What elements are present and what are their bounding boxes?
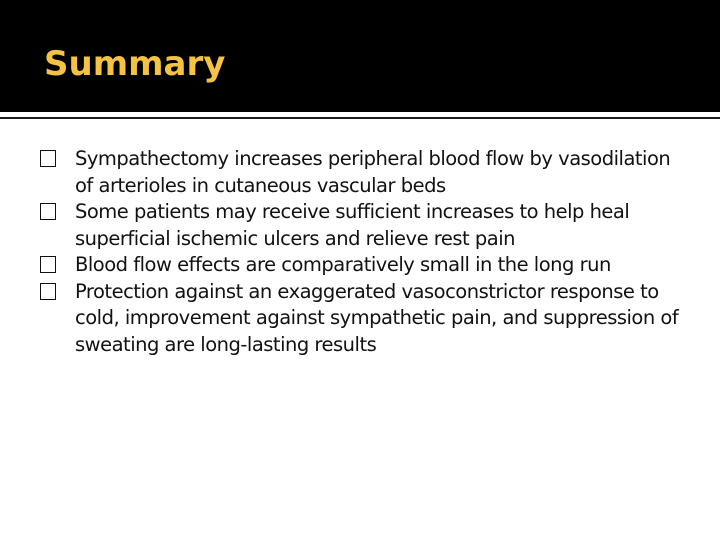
bullet-text: Some patients may receive sufficient increases to help heal superficial ischemic ulcers and relieve rest pain xyxy=(75,200,630,250)
bullet-text: Protection against an exaggerated vasoconstrictor response to cold, improvement against sympathetic pain, and suppression of sweating are long-lasting results xyxy=(75,279,679,356)
bullet-square-icon xyxy=(40,150,56,167)
bullet-square-icon xyxy=(40,283,56,300)
bullet-square-icon xyxy=(40,203,56,220)
title-band xyxy=(0,0,720,112)
title-divider xyxy=(0,117,720,119)
bullet-item xyxy=(40,146,690,199)
bullet-item xyxy=(40,252,690,279)
bullet-item xyxy=(40,199,690,252)
bullet-square-icon xyxy=(40,256,56,273)
bullet-text: Blood flow effects are comparatively small in the long run xyxy=(75,253,611,276)
slide-title: Summary xyxy=(44,44,226,84)
bullet-item xyxy=(40,279,690,359)
bullet-list xyxy=(40,146,690,358)
bullet-text: Sympathectomy increases peripheral blood flow by vasodilation of arterioles in cutaneous vascular beds xyxy=(75,147,671,197)
